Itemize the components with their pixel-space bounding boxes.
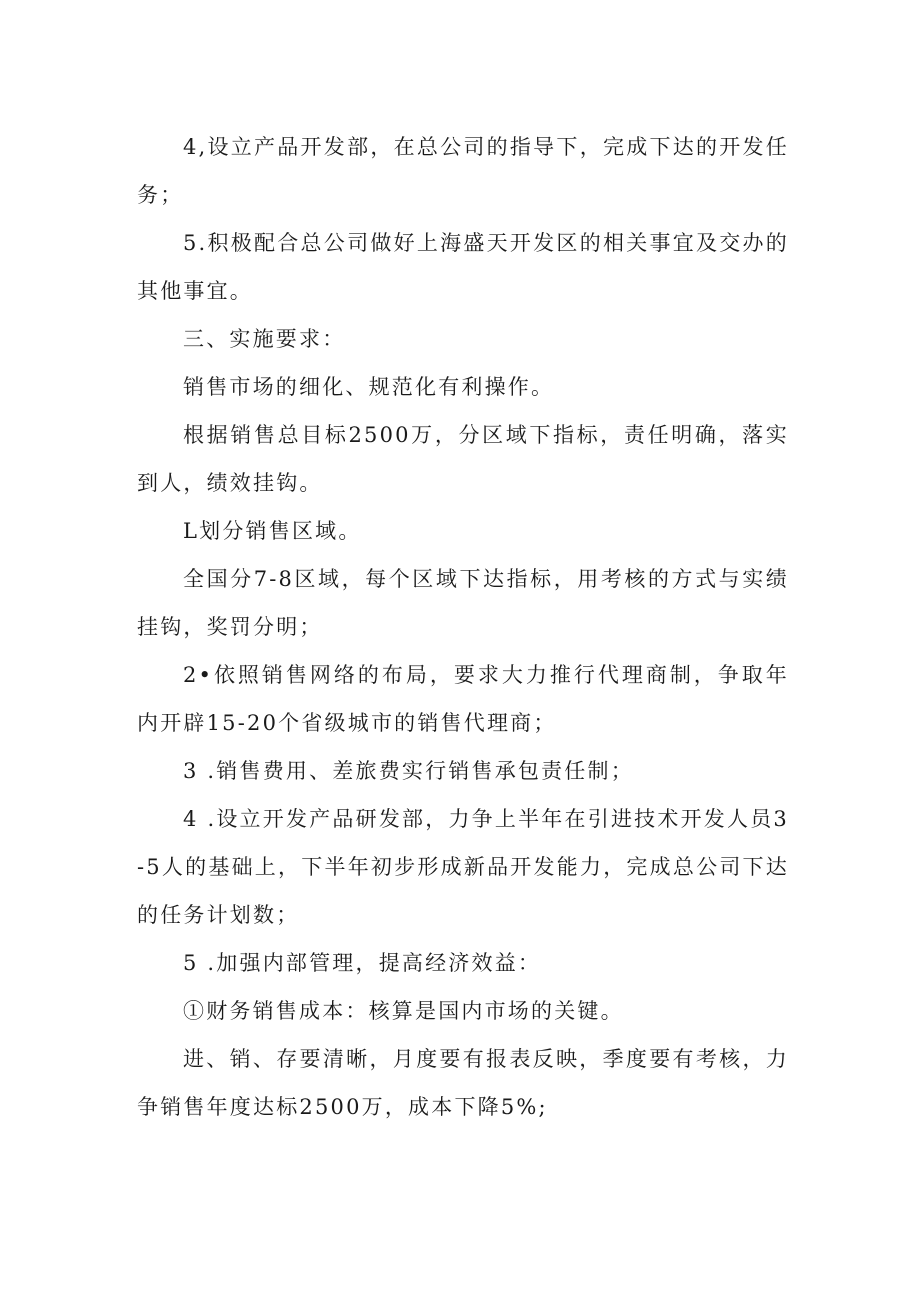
list-item-agent-system: 2•依照销售网络的布局，要求大力推行代理商制，争取年内开辟15-20个省级城市的销售代理商； — [137, 663, 789, 735]
paragraph-dev-dept: 4,设立产品开发部，在总公司的指导下，完成下达的开发任务； — [137, 135, 789, 207]
section-heading-implementation: 三、实施要求： — [183, 327, 346, 351]
list-item-finance-cost: ①财务销售成本：核算是国内市场的关键。 — [183, 999, 624, 1023]
list-item-internal-management: 5 .加强内部管理，提高经济效益： — [183, 951, 542, 975]
paragraph-regional-indicators: 全国分7-8区域，每个区域下达指标，用考核的方式与实绩挂钩，奖罚分明； — [137, 567, 789, 639]
paragraph-inventory-reporting: 进、销、存要清晰，月度要有报表反映，季度要有考核，力争销售年度达标2500万，成本下降5%; — [137, 1047, 789, 1119]
paragraph-sales-target: 根据销售总目标2500万，分区域下指标，责任明确，落实到人，绩效挂钩。 — [137, 423, 789, 495]
list-item-expense-contract: 3 .销售费用、差旅费实行销售承包责任制； — [183, 759, 634, 783]
paragraph-shengtian-zone: 5.积极配合总公司做好上海盛天开发区的相关事宜及交办的其他事宜。 — [137, 231, 789, 303]
list-item-rd-department: 4 .设立开发产品研发部，力争上半年在引进技术开发人员3-5人的基础上，下半年初步形成新品开发能力，完成总公司下达的任务计划数； — [137, 807, 789, 927]
list-item-sales-regions: L划分销售区域。 — [183, 519, 362, 543]
paragraph-market-refinement: 销售市场的细化、规范化有利操作。 — [183, 375, 555, 399]
document-body — [137, 123, 789, 1131]
